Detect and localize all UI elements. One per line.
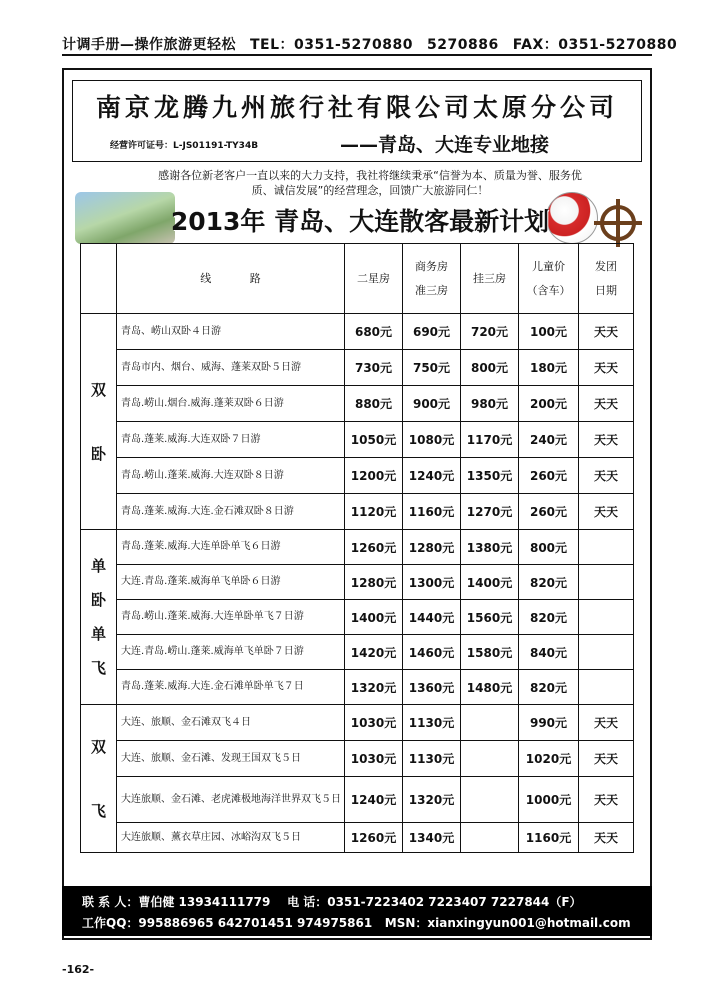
license-number: 经营许可证号：L-JS01191-TY34B — [110, 141, 259, 151]
table-row — [81, 350, 634, 386]
route-cell: 青岛.崂山.蓬莱.威海.大连双卧８日游 — [117, 458, 345, 494]
route-cell: 青岛、崂山双卧４日游 — [117, 314, 345, 350]
price-two-star: 1030元 — [345, 741, 403, 777]
departure — [579, 600, 634, 635]
price-child: 1020元 — [519, 741, 579, 777]
price-business: 1440元 — [403, 600, 461, 635]
departure: 天天 — [579, 386, 634, 422]
price-business: 1130元 — [403, 705, 461, 741]
price-child: 1000元 — [519, 777, 579, 823]
top-bar — [62, 34, 678, 54]
price-business: 1460元 — [403, 635, 461, 670]
price-two-star: 1240元 — [345, 777, 403, 823]
price-child: 100元 — [519, 314, 579, 350]
departure: 天天 — [579, 314, 634, 350]
route-cell: 大连旅顺、薰衣草庄园、冰峪沟双飞５日 — [117, 823, 345, 853]
table-row — [81, 386, 634, 422]
tour-price-table — [80, 243, 634, 853]
price-three: 1400元 — [461, 565, 519, 600]
table-row — [81, 422, 634, 458]
scenery-photo — [75, 192, 175, 244]
table-row — [81, 530, 634, 565]
price-two-star: 1260元 — [345, 823, 403, 853]
ship-wheel-icon — [600, 205, 636, 241]
price-child: 990元 — [519, 705, 579, 741]
price-two-star: 680元 — [345, 314, 403, 350]
route-cell: 大连.青岛.崂山.蓬莱.威海单飞单卧７日游 — [117, 635, 345, 670]
footer-line-2 — [82, 914, 631, 931]
price-two-star: 1320元 — [345, 670, 403, 705]
plan-title: 2013年 青岛、大连散客最新计划 — [170, 207, 550, 236]
price-business: 690元 — [403, 314, 461, 350]
route-cell: 青岛.蓬莱.威海.大连双卧７日游 — [117, 422, 345, 458]
footer-line-1 — [82, 893, 582, 910]
price-two-star: 1260元 — [345, 530, 403, 565]
price-three — [461, 705, 519, 741]
price-child: 260元 — [519, 494, 579, 530]
departure — [579, 670, 634, 705]
price-two-star: 1030元 — [345, 705, 403, 741]
route-cell: 大连.青岛.蓬莱.威海单飞单卧６日游 — [117, 565, 345, 600]
table-row — [81, 600, 634, 635]
header-blank — [81, 244, 117, 314]
contact-qq: 工作QQ：995886965 642701451 974975861 — [82, 916, 373, 930]
departure: 天天 — [579, 350, 634, 386]
price-two-star: 880元 — [345, 386, 403, 422]
table-row — [81, 823, 634, 853]
category-single-sleeper-single-flight: 单 卧 单 飞 — [81, 530, 117, 705]
route-cell: 青岛.蓬莱.威海.大连单卧单飞６日游 — [117, 530, 345, 565]
table-row — [81, 741, 634, 777]
header-departure: 发团 日期 — [579, 244, 634, 314]
price-business: 1340元 — [403, 823, 461, 853]
departure: 天天 — [579, 741, 634, 777]
price-three: 1170元 — [461, 422, 519, 458]
top-fax: FAX：0351-5270880 — [512, 37, 678, 53]
departure — [579, 530, 634, 565]
table-row — [81, 670, 634, 705]
price-three: 1270元 — [461, 494, 519, 530]
price-child: 820元 — [519, 600, 579, 635]
table-row — [81, 565, 634, 600]
price-three: 980元 — [461, 386, 519, 422]
top-tel: TEL：0351-5270880 — [250, 37, 413, 53]
header-child: 儿童价 （含车） — [519, 244, 579, 314]
header-business: 商务房 准三房 — [403, 244, 461, 314]
price-child: 800元 — [519, 530, 579, 565]
contact-person: 联 系 人：曹伯健 13934111779 — [82, 895, 271, 909]
departure — [579, 635, 634, 670]
price-business: 1360元 — [403, 670, 461, 705]
price-child: 260元 — [519, 458, 579, 494]
route-cell: 青岛.蓬莱.威海.大连.金石滩双卧８日游 — [117, 494, 345, 530]
header-route: 线 路 — [117, 244, 345, 314]
company-slogan: ——青岛、大连专业地接 — [340, 134, 550, 156]
price-three: 1480元 — [461, 670, 519, 705]
top-rule — [62, 54, 652, 56]
price-business: 1160元 — [403, 494, 461, 530]
table-header-row — [81, 244, 634, 314]
price-three: 1580元 — [461, 635, 519, 670]
price-business: 1080元 — [403, 422, 461, 458]
table-row — [81, 458, 634, 494]
price-child: 840元 — [519, 635, 579, 670]
price-two-star: 730元 — [345, 350, 403, 386]
table-row — [81, 635, 634, 670]
departure: 天天 — [579, 777, 634, 823]
price-business: 1320元 — [403, 777, 461, 823]
price-two-star: 1400元 — [345, 600, 403, 635]
table-row — [81, 777, 634, 823]
table-row — [81, 494, 634, 530]
route-cell: 青岛.崂山.蓬莱.威海.大连单卧单飞７日游 — [117, 600, 345, 635]
header-three: 挂三房 — [461, 244, 519, 314]
route-cell: 大连旅顺、金石滩、老虎滩极地海洋世界双飞５日 — [117, 777, 345, 823]
price-three: 1380元 — [461, 530, 519, 565]
top-tel2: 5270886 — [427, 37, 499, 53]
contact-phone: 电 话：0351-7223402 7223407 7227844（F） — [287, 895, 582, 909]
price-three: 720元 — [461, 314, 519, 350]
price-two-star: 1420元 — [345, 635, 403, 670]
price-child: 200元 — [519, 386, 579, 422]
price-two-star: 1050元 — [345, 422, 403, 458]
departure: 天天 — [579, 422, 634, 458]
route-cell: 青岛.崂山.烟台.威海.蓬莱双卧６日游 — [117, 386, 345, 422]
price-three — [461, 823, 519, 853]
contact-msn: MSN：xianxingyun001@hotmail.com — [384, 916, 631, 930]
price-business: 1300元 — [403, 565, 461, 600]
route-cell: 青岛.蓬莱.威海.大连.金石滩单卧单飞７日 — [117, 670, 345, 705]
price-two-star: 1280元 — [345, 565, 403, 600]
departure: 天天 — [579, 823, 634, 853]
route-cell: 大连、旅顺、金石滩、发现王国双飞５日 — [117, 741, 345, 777]
price-three — [461, 777, 519, 823]
price-business: 750元 — [403, 350, 461, 386]
price-three: 800元 — [461, 350, 519, 386]
price-two-star: 1200元 — [345, 458, 403, 494]
departure: 天天 — [579, 494, 634, 530]
price-child: 240元 — [519, 422, 579, 458]
price-business: 1240元 — [403, 458, 461, 494]
departure: 天天 — [579, 705, 634, 741]
header-two-star: 二星房 — [345, 244, 403, 314]
price-three: 1350元 — [461, 458, 519, 494]
category-double-sleeper: 双 卧 — [81, 314, 117, 530]
price-three — [461, 741, 519, 777]
category-double-flight: 双 飞 — [81, 705, 117, 853]
price-two-star: 1120元 — [345, 494, 403, 530]
price-business: 900元 — [403, 386, 461, 422]
page-number: -162- — [62, 963, 95, 976]
football-photo — [546, 192, 598, 244]
price-child: 820元 — [519, 565, 579, 600]
table-row — [81, 705, 634, 741]
price-business: 1280元 — [403, 530, 461, 565]
route-cell: 大连、旅顺、金石滩双飞４日 — [117, 705, 345, 741]
price-child: 180元 — [519, 350, 579, 386]
table-row — [81, 314, 634, 350]
departure: 天天 — [579, 458, 634, 494]
price-child: 820元 — [519, 670, 579, 705]
price-three: 1560元 — [461, 600, 519, 635]
price-child: 1160元 — [519, 823, 579, 853]
price-business: 1130元 — [403, 741, 461, 777]
departure — [579, 565, 634, 600]
greeting-text: 感谢各位新老客户一直以来的大力支持，我社将继续秉承“信誉为本、质量为誉、服务优质、诚信发展”的经营理念，回馈广大旅游同仁！ — [158, 169, 582, 197]
company-name: 南京龙腾九州旅行社有限公司太原分公司 — [95, 93, 618, 122]
route-cell: 青岛市内、烟台、威海、蓬莱双卧５日游 — [117, 350, 345, 386]
manual-slogan: 计调手册—操作旅游更轻松 — [62, 37, 236, 53]
